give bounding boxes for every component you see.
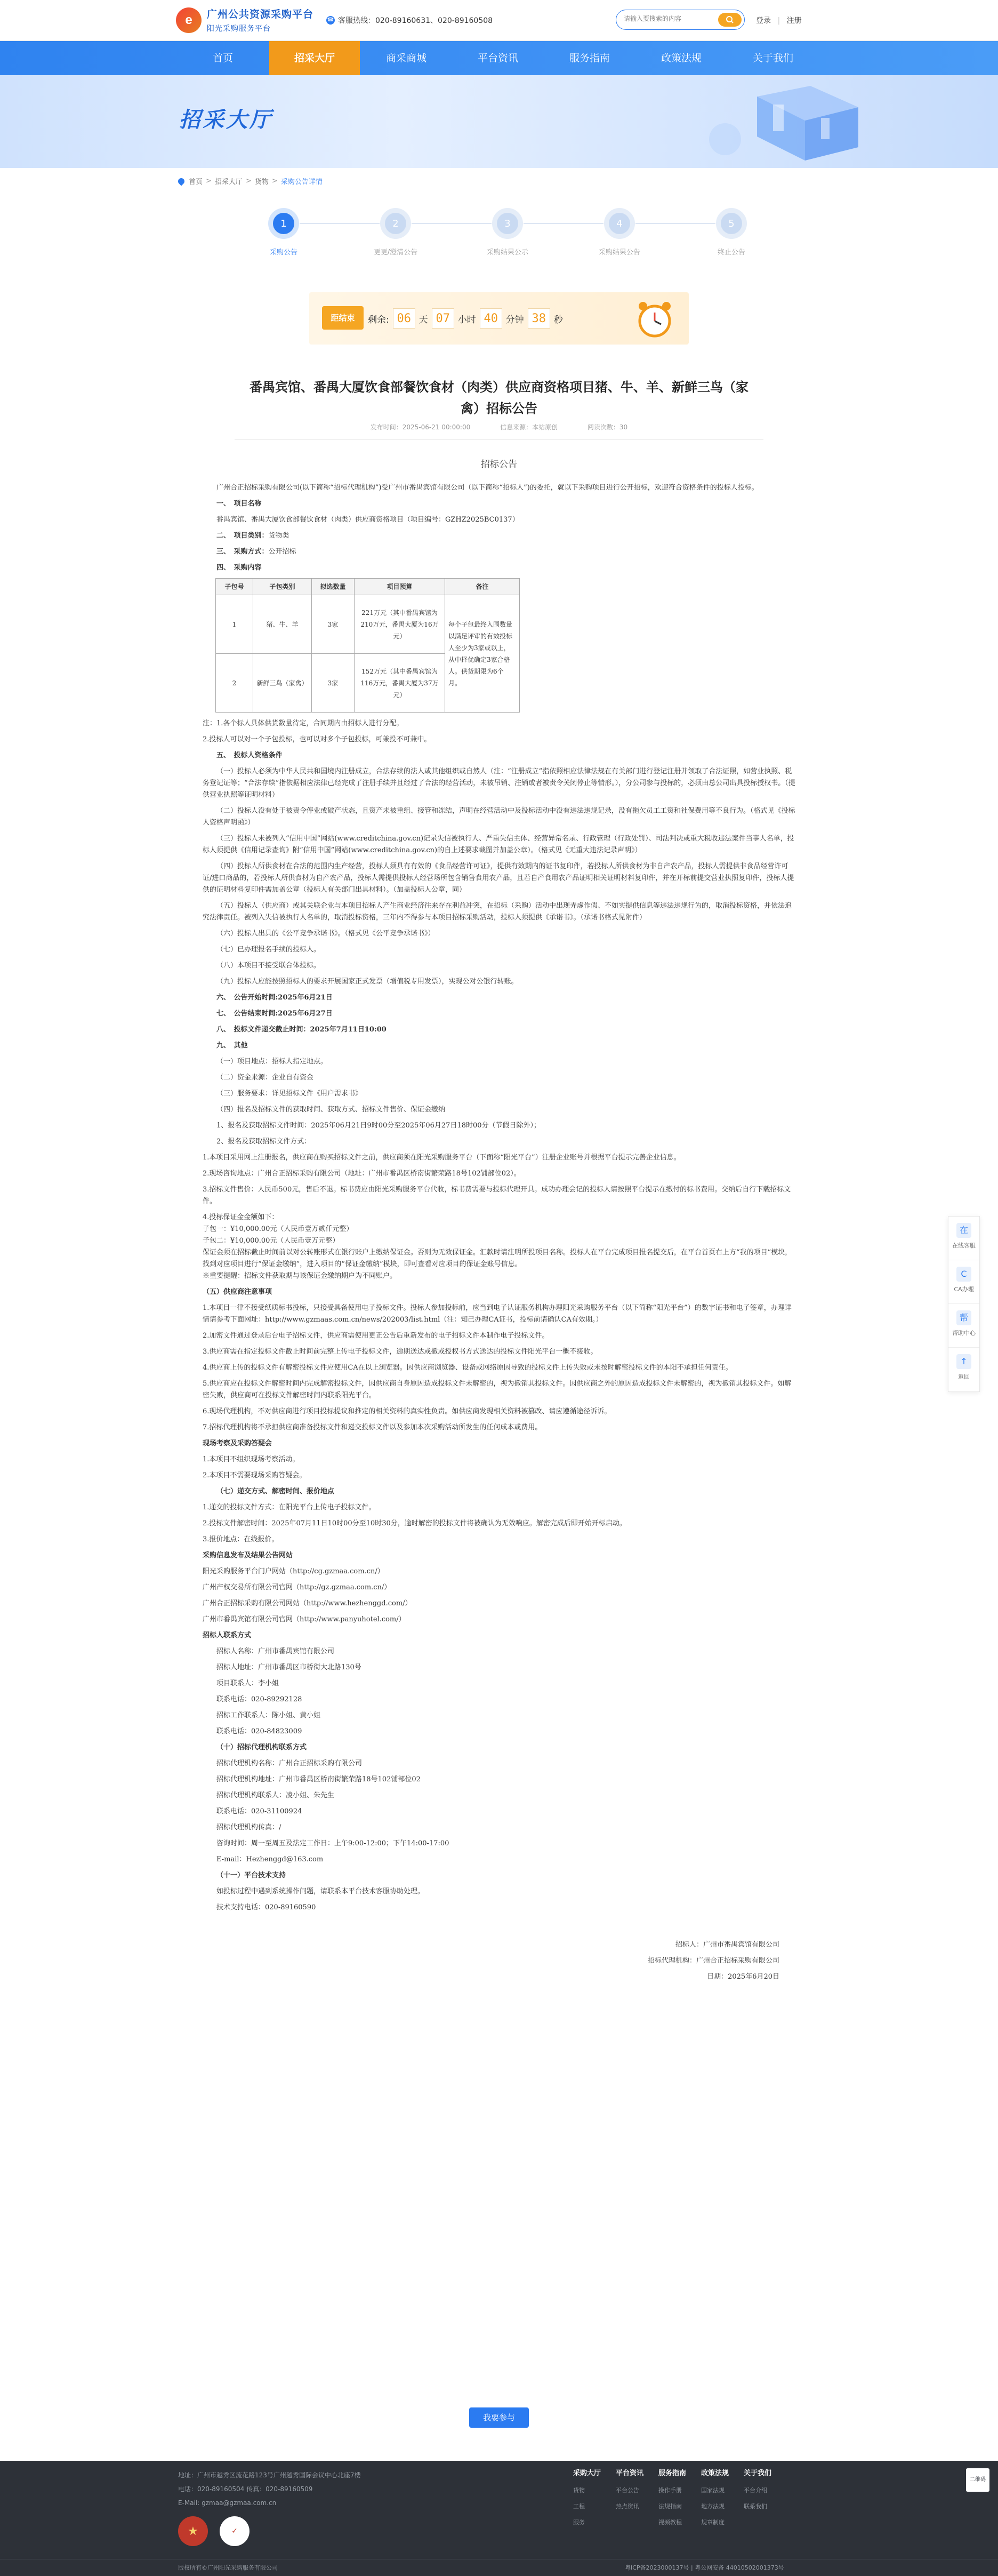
search-input[interactable]	[624, 15, 709, 22]
copyright: 版权所有©广州阳光采购服务有限公司	[178, 2564, 278, 2571]
table-cell: 3家	[312, 654, 355, 713]
nav-item-news[interactable]: 平台资讯	[477, 52, 518, 64]
other-item: 1、报名及获取招标文件时间：2025年06月21日9时00分至2025年06月27日18时00分（节假日除外）；	[216, 1122, 541, 1130]
search-icon	[726, 15, 734, 24]
breadcrumb-sep: >	[206, 177, 212, 185]
notice-item: 3.供应商需在指定投标文件截止时间前完整上传电子投标文件，逾期送达或撤或授权书方式送达的投标文件阳光平台一概不接收。	[203, 1348, 598, 1356]
qualification-item: （六）投标人出具的《公平竞争承诺书》。（格式见《公平竞争承诺书》）	[216, 930, 435, 938]
nav-item-policy[interactable]: 政策法规	[661, 52, 702, 64]
sidebar-online-service[interactable]	[948, 1217, 979, 1260]
main-nav	[0, 41, 998, 75]
website-link[interactable]: 广州合正招标采购有限公司网站（http://www.hezhenggd.com/）	[203, 1599, 412, 1607]
signature-tenderer: 招标人：广州市番禺宾馆有限公司	[675, 1941, 779, 1949]
hotline	[326, 15, 493, 26]
search-button[interactable]	[718, 13, 742, 27]
table-cell: 152万元（其中番禺宾馆为116万元，番禺大厦为37万元）	[355, 654, 445, 713]
sidebar-ca[interactable]	[948, 1260, 979, 1304]
qualification-item: （二）投标人没有处于被责令停业或破产状态，且资产未被重组、接管和冻结，声明在经营活动中及投标活动中没有违法违规记录，没有拖欠员工工资和社保费用等不良行为。（格式见《投标人资格声明函》）	[203, 807, 795, 827]
note: 注：1.各个标人具体供货数量待定，合同期内由招标人进行分配。	[203, 719, 404, 727]
table-cell: 221万元（其中番禺宾馆为210万元，番禺大厦为16万元）	[355, 595, 445, 654]
breadcrumb-sep: >	[271, 177, 278, 185]
countdown-days-unit: 天	[418, 314, 428, 325]
contact-item: 联系电话：020-84823009	[216, 1727, 302, 1735]
procedure-item: 4.投标保证金金额如下：	[203, 1213, 279, 1221]
site-title: 广州公共资源采购平台	[207, 9, 314, 20]
footer-badges	[178, 2516, 261, 2546]
table-header: 项目预算	[355, 579, 445, 595]
footer-phone: 电话：020-89160504 传真：020-89160509	[178, 2485, 313, 2493]
signature-date: 日期：2025年6月20日	[707, 1973, 779, 1981]
process-steps	[251, 208, 752, 267]
login-link[interactable]: 登录	[756, 17, 771, 25]
footer-link[interactable]: 地方法规	[701, 2503, 725, 2510]
hotline-label: 客服热线：	[338, 17, 375, 25]
banner-title: 招采大厅	[179, 108, 273, 132]
arrow-up-icon: ↑	[956, 1354, 971, 1369]
qualification-item: （五）投标人（供应商）或其关联企业与本项目招标人产生商业经济往来存在利益冲突，在招标（采购）活动中出现弄虚作假、不如实提供信息等违法违规行为的，取消投标资格，并依法追究法律责任。被列入失信被执行人名单的，取消投标资格，三年内不得参与本项目招标采购活动，投标人须提供《承诺书》。（承诺书格式见附件）	[203, 902, 792, 922]
procedure-item: 1.本项目采用网上注册报名，供应商在购买招标文件之前，供应商须在阳光采购服务平台（下面称“阳光平台”）注册企业账号并根据平台提示完善企业信息。	[203, 1154, 681, 1162]
announcement-end: 七、 公告结束时间:2025年6月27日	[216, 1010, 333, 1018]
nav-item-bidding-hall[interactable]: 招采大厅	[269, 41, 360, 75]
contact-item: 招标工作联系人：陈小姐、黄小姐	[216, 1711, 321, 1719]
table-header: 子包号	[216, 579, 253, 595]
location-icon	[177, 177, 186, 186]
footer-address: 地址：广州市越秀区流花路123号广州越秀国际会议中心北座7楼	[178, 2471, 361, 2479]
qualification-item: （四）投标人所供食材在合法的范围内生产经营，投标人须具有有效的《食品经营许可证》，提供有效期内的证书复印件，若投标人所供食材为非自产农产品，投标人需提供非食品经营许可证/进口商品的，若投标人所供食材为自产农产品，投标人需提供投标人经营场所包含销售食用农产品，且若自产食用农产品证明相关证明材料复印件，并在开标前提交营业执照复印件，投标人提供的证明材料复印件需加盖公章（投标人有关部门出具材料）。（加盖投标人公章，同）	[203, 862, 794, 894]
section-heading: 九、 其他	[216, 1042, 248, 1050]
footer-links	[573, 2467, 786, 2531]
deposit-item: ※重要提醒：招标文件获取期与该保证金缴纳期户为不同账户。	[203, 1272, 397, 1280]
logo-mark: e	[176, 7, 202, 33]
project-name: 番禺宾馆、番禺大厦饮食部餐饮食材（肉类）供应商资格项目（项目编号：GZHZ2025BC0137）	[216, 516, 519, 524]
table-row	[216, 595, 520, 654]
chat-icon: 在	[956, 1223, 971, 1238]
footer-link[interactable]: 服务	[573, 2519, 585, 2526]
certificate-icon: C	[956, 1267, 971, 1282]
submission-item: 1.递交的投标文件方式：在阳光平台上传电子投标文件。	[203, 1503, 376, 1511]
announcement-start: 六、 公告开始时间:2025年6月21日	[216, 994, 333, 1002]
countdown-panel	[309, 292, 689, 345]
countdown-days: 06	[393, 308, 415, 329]
website-link[interactable]: 广州市番禺宾馆有限公司官网（http://www.panyuhotel.com/）	[203, 1615, 406, 1623]
divider	[235, 439, 763, 440]
contact-item: 招标代理机构传真：/	[216, 1823, 281, 1831]
nav-item-home[interactable]: 首页	[212, 52, 233, 64]
footer-email: E-Mail: gzmaa@gzmaa.com.cn	[178, 2499, 277, 2507]
footer-col-title: 服务指南	[658, 2469, 687, 2477]
other-item: （二）资金来源：企业自有资金	[216, 1074, 314, 1082]
section-heading: 招标人联系方式	[203, 1631, 252, 1639]
auth-separator: |	[777, 17, 780, 25]
breadcrumb-goods[interactable]: 货物	[254, 178, 269, 186]
table-header: 拟选数量	[312, 579, 355, 595]
step-label: 采购公告	[269, 249, 297, 257]
countdown-prefix: 剩余:	[368, 314, 389, 325]
qualification-item: （九）投标人应能按照招标人的要求开展国家正式发票（增值税专用发票），实现公对公银行转账。	[216, 978, 518, 986]
table-header: 备注	[445, 579, 520, 595]
section-heading: 五、 投标人资格条件	[216, 751, 283, 759]
announcement-body	[203, 459, 795, 1987]
search-box	[616, 10, 745, 30]
breadcrumb-sep: >	[245, 177, 252, 185]
section-heading: 现场考察及采购答疑会	[203, 1439, 272, 1447]
footer-link[interactable]: 热点资讯	[616, 2503, 639, 2510]
contact-item: 联系电话：020-89292128	[216, 1695, 302, 1703]
step-result-announcement[interactable]	[587, 208, 651, 257]
footer-link[interactable]: 国家法规	[701, 2487, 725, 2494]
contact-item: 招标代理机构地址：广州市番禺区桥南街繁荣路18号102铺部位02	[216, 1775, 421, 1783]
notice-item: 5.供应商应在投标文件解密时间内完成解密投标文件，因供应商自身原因造成投标文件未解密的，视为撤销其投标文件。因供应商之外的原因造成投标文件未解密的，视为撤销其投标文件。如解密失败，供应商可在投标文件解密时间内联系阳光平台。	[203, 1380, 792, 1399]
qr-code-icon: 二维码	[966, 2468, 989, 2492]
breadcrumb-current: 采购公告详情	[280, 178, 323, 186]
footer-link[interactable]: 视频教程	[658, 2519, 682, 2526]
deposit-item: 子包一：¥10,000.00元（人民币壹万贰仟元整）	[203, 1225, 353, 1233]
countdown-row	[368, 308, 563, 329]
table-cell: 每个子包最终入围数量以满足评审的有效投标人至少为3家或以上，从中择优确定3家合格人。供货期限为6个月。	[445, 595, 520, 713]
table-cell: 猪、牛、羊	[253, 595, 312, 654]
step-termination[interactable]	[699, 208, 763, 257]
table-cell: 新鲜三鸟（家禽）	[253, 654, 312, 713]
article-meta	[235, 422, 763, 431]
procedure-item: 2.现场咨询地点：广州合正招标采购有限公司（地址：广州市番禺区桥南街繁荣路18号102铺部位02）。	[203, 1170, 521, 1178]
article-source: 信息来源：本站原创	[500, 423, 558, 431]
section-heading: （七）递交方式、解密时间、报价地点	[216, 1487, 335, 1495]
other-item: （四）报名及招标文件的获取时间、获取方式、招标文件售价、保证金缴纳	[216, 1106, 446, 1114]
contact-item: 联系电话：020-31100924	[216, 1807, 302, 1815]
procurement-method: 公开招标	[268, 548, 296, 556]
contact-item: 招标人名称：广州市番禺宾馆有限公司	[216, 1647, 335, 1655]
step-announcement[interactable]	[252, 208, 316, 257]
nav-item-about[interactable]: 关于我们	[752, 52, 793, 64]
breadcrumb-hall[interactable]: 招采大厅	[214, 178, 243, 186]
deposit-item: 子包二：¥10,000.00元（人民币壹万元整）	[203, 1237, 340, 1245]
footer-col-title: 采购大厅	[573, 2469, 601, 2477]
step-label: 采购结果公告	[598, 249, 640, 257]
hotline-numbers: 020-89160631、020-89160508	[375, 17, 493, 25]
footer-link[interactable]: 平台介绍	[744, 2487, 767, 2494]
submission-item: 3.报价地点：在线报价。	[203, 1535, 279, 1543]
doc-title: 招标公告	[481, 459, 517, 470]
floating-sidebar	[948, 1216, 980, 1392]
footer-link[interactable]: 联系我们	[744, 2503, 767, 2510]
step-label: 终止公告	[717, 249, 745, 257]
other-item: （一）项目地点：招标人指定地点。	[216, 1058, 328, 1066]
step-clarification[interactable]	[364, 208, 428, 257]
article-title-line: 番禺宾馆、番禺大厦饮食部餐饮食材（肉类）供应商资格项目猪、牛、羊、新鲜三鸟（家	[250, 380, 748, 395]
banner-illustration-icon	[693, 81, 869, 166]
deposit-item: 保证金须在招标截止时间前以对公转账形式在银行账户上缴纳保证金。否则为无效保证金。汇款时请注明所投项目名称。投标人在平台完成项目报名提交后，在平台首页右上方“我的项目”模块，找到对应项目进行“保证金缴纳”，进入项目的“保证金缴纳”模块，即可查看对应项目的保证金账号信息。	[203, 1249, 792, 1268]
sidebar-back-top[interactable]	[948, 1348, 979, 1391]
contact-item: 招标人地址：广州市番禺区市桥街大北路130号	[216, 1663, 361, 1671]
step-number: 5	[721, 213, 742, 234]
contact-item: 招标代理机构联系人：凌小姐、朱先生	[216, 1791, 335, 1799]
countdown-badge: 距结束	[322, 306, 364, 330]
note: 2.投标人可以对一个子包投标，也可以对多个子包投标，可兼投不可兼中。	[203, 735, 431, 743]
footer-contact	[178, 2468, 361, 2510]
notice-item: 6.现场代理机构，不对供应商进行项目投标提议和推定的相关资料的真实性负责。如供应商发现相关资料被篡改、请应遵循途径诉诉。	[203, 1407, 611, 1415]
publish-time: 发布时间：2025-06-21 00:00:00	[370, 423, 471, 431]
site-footer	[0, 2461, 998, 2576]
footer-link[interactable]: 规章制度	[701, 2519, 725, 2526]
project-category: 货物类	[268, 532, 289, 540]
countdown-seconds: 38	[528, 308, 550, 329]
step-number: 2	[385, 213, 406, 234]
view-count: 阅读次数：30	[587, 423, 628, 431]
website-link[interactable]: 阳光采购服务平台门户网站（http://cg.gzmaa.com.cn/）	[203, 1567, 384, 1575]
qualification-item: （一）投标人必须为中华人民共和国境内注册成立，合法存续的法人或其他组织或自然人（注：“注册成立”指依照相应法律法规在有关部门进行登记注册并领取了合法证照，如营业执照、税务登记证等；“合法存续”指依据相应法律已经完成了注册手续并且经过了合法的经营活动，未被吊销、注销或者被责令关闭停止等情形。），分公司参与投标的，必须由总公司出具投标授权书。（提供营业执照等证明材料）	[203, 767, 795, 799]
page-banner	[0, 75, 998, 168]
signature-agency: 招标代理机构：广州合正招标采购有限公司	[647, 1957, 779, 1965]
auth-links	[756, 15, 802, 26]
countdown-hours: 07	[432, 308, 454, 329]
qualification-item: （七）已办理报名手续的投标人。	[216, 946, 321, 954]
sidebar-label: 帮助中心	[952, 1330, 976, 1337]
section-heading: 采购信息发布及结果公告网站	[203, 1551, 293, 1559]
sidebar-label: 在线客服	[952, 1242, 976, 1249]
other-item: 2、报名及获取招标文件方式：	[216, 1138, 311, 1146]
procurement-table	[215, 578, 520, 713]
section-heading: 四、 采购内容	[216, 564, 262, 572]
participate-button[interactable]: 我要参与	[469, 2407, 529, 2428]
section-heading: （十一）平台技术支持	[216, 1871, 286, 1879]
countdown-seconds-unit: 秒	[553, 314, 563, 325]
notice-item: 2.加密文件通过登录后台电子招标文件，供应商需使用更正公告后重新发布的电子招标文件本制作电子投标文件。	[203, 1332, 549, 1340]
contact-item: 咨询时间：周一至周五及法定工作日：上午9:00-12:00；下午14:00-17:00	[216, 1839, 449, 1847]
step-label: 更更/澄清公告	[373, 249, 418, 257]
step-label: 采购结果公示	[486, 249, 528, 257]
section-heading: （五）供应商注意事项	[203, 1288, 272, 1296]
table-cell: 2	[216, 654, 253, 713]
footer-col-title: 政策法规	[701, 2469, 729, 2477]
contact-item: 招标代理机构名称：广州合正招标采购有限公司	[216, 1759, 363, 1767]
footer-bottom	[0, 2559, 998, 2576]
notice-item: 7.招标代理机构将不承担供应商准备投标文件和递交投标文件以及参加本次采购活动所发生的任何成本或费用。	[203, 1423, 542, 1431]
qualification-item: （八）本项目不接受联合体投标。	[216, 962, 321, 970]
section-heading: 一、 项目名称	[216, 500, 262, 508]
site-subtitle: 阳光采购服务平台	[207, 25, 271, 33]
icp-record[interactable]: 粤ICP备2023000137号 | 粤公网安备 44010502001373号	[625, 2564, 784, 2571]
table-cell: 1	[216, 595, 253, 654]
nav-item-mall[interactable]: 商采商城	[385, 52, 426, 64]
procedure-item: 3.招标文件售价：人民币500元，售后不退。标书费应由阳光采购服务平台代收，标书费需要与投标代理开具。成功办理会记的投标人请按照平台提示在缴付的标书费用。交纳后自行下载招标文件。	[203, 1186, 791, 1205]
countdown-minutes-unit: 分钟	[505, 314, 524, 325]
step-number: 1	[273, 213, 294, 234]
breadcrumb-home[interactable]: 首页	[189, 178, 203, 186]
doc-intro: 广州合正招标采购有限公司(以下简称“招标代理机构”)受广州市番禺宾馆有限公司（以下简称“招标人”)的委托，就以下采购项目进行公开招标，欢迎符合资格条件的投标人投标。	[216, 484, 759, 492]
nav-item-guide[interactable]: 服务指南	[569, 52, 610, 64]
footer-col-title: 关于我们	[744, 2469, 772, 2477]
sidebar-label: 返回	[958, 1373, 970, 1380]
site-visit-item: 1.本项目不组织现场考察活动。	[203, 1455, 300, 1463]
section-heading: （十）招标代理机构联系方式	[216, 1743, 307, 1751]
top-bar	[0, 0, 998, 41]
alarm-clock-icon	[633, 298, 676, 340]
footer-link[interactable]: 操作手册	[658, 2487, 682, 2494]
contact-email: E-mail：Hezhenggd@163.com	[216, 1855, 324, 1863]
other-item: （三）服务要求：详见招标文件《用户需求书》	[216, 1090, 363, 1098]
qualification-item: （三）投标人未被列入“信用中国”网站(www.creditchina.gov.cn)记录失信被执行人、严重失信主体、经营异常名录、行政管理（行政处罚）、司法判决或重大税收违法案件当事人名单，投标人须提供《信用记录查询》附“信用中国”网站(www.creditchina.gov.cn)的自上述要求截图并加盖公章）。（格式见《无重大违法记录声明》）	[203, 835, 794, 854]
section-heading: 二、 项目类别：	[216, 532, 269, 540]
contact-item: 项目联系人：李小姐	[216, 1679, 279, 1687]
notice-item: 4.供应商上传的投标文件有解密投标文件应使用CA在以上浏览器。因供应商浏览器、设备或网络原因导致的投标文件上传失败或未按时解密投标文件的本阳不承担任何责任。	[203, 1364, 733, 1372]
website-link[interactable]: 广州产权交易所有限公司官网（http://gz.gzmaa.com.cn/）	[203, 1583, 391, 1591]
support-item: 技术支持电话：020-89160590	[216, 1903, 316, 1911]
table-cell: 3家	[312, 595, 355, 654]
sidebar-help[interactable]	[948, 1304, 979, 1348]
notice-item: 1.本项目一律不接受纸质标书投标，只接受具备使用电子投标文件。投标人参加投标前，应当到电子认证服务机构办理阳光采购服务平台（以下简称“阳光平台”）的数字证书和电子签章，办理详情请参考下面网址：http://www.gzmaas.com.cn/news/202003/list.html（注：知己办理CA证书，投标前请确认CA有效期。）	[203, 1304, 792, 1324]
step-result-publicity[interactable]	[476, 208, 540, 257]
submission-item: 2.投标文件解密时间：2025年07月11日10时00分至10时30分，逾时解密的投标文件将被确认为无效响应。解密完成后即开始开标启动。	[203, 1519, 626, 1527]
police-badge-icon[interactable]: ★	[178, 2516, 208, 2546]
section-heading: 三、 采购方式：	[216, 548, 269, 556]
site-visit-item: 2.本项目不需要现场采购答疑会。	[203, 1471, 307, 1479]
help-icon: 帮	[956, 1310, 971, 1325]
footer-link[interactable]: 平台公告	[616, 2487, 639, 2494]
gov-badge-icon[interactable]: ✓	[220, 2516, 250, 2546]
breadcrumb	[178, 176, 323, 186]
article-title-line: 禽）招标公告	[461, 401, 537, 416]
sidebar-label: CA办理	[954, 1286, 974, 1293]
step-number: 4	[609, 213, 630, 234]
table-header-row	[216, 579, 520, 595]
step-number: 3	[497, 213, 518, 234]
footer-link[interactable]: 工程	[573, 2503, 585, 2510]
site-logo[interactable]	[176, 6, 313, 34]
phone-icon: ☎	[326, 16, 335, 25]
footer-link[interactable]: 货物	[573, 2487, 585, 2494]
footer-col-title: 平台资讯	[616, 2469, 644, 2477]
submission-deadline: 八、 投标文件递交截止时间：2025年7月11日10:00	[216, 1026, 387, 1034]
countdown-minutes: 40	[480, 308, 502, 329]
table-header: 子包类别	[253, 579, 312, 595]
article-title	[235, 377, 763, 419]
footer-link[interactable]: 法规指南	[658, 2503, 682, 2510]
countdown-hours-unit: 小时	[457, 314, 476, 325]
register-link[interactable]: 注册	[786, 17, 802, 25]
support-item: 如投标过程中遇到系统操作问题，请联系本平台技术客服协助处理。	[216, 1887, 425, 1895]
